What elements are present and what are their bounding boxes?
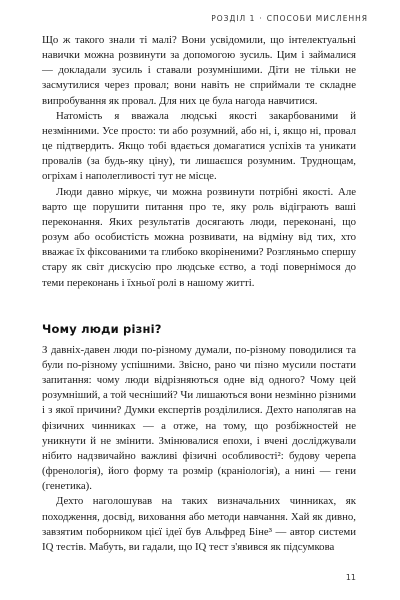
paragraph: З давніх-давен люди по-різному думали, по-різному поводилися та були по-різному успішними. Звісно, рано чи пізно мусили постати запитання: чому люди відрізняються одне від одного? Чому цей розумніший, а той чесніший? Чи лишаються вони незмінно різними і з якої причини? Думки експертів розділилися. Дехто наполягав на фізичних чинниках — а отже, на тому, що розбіжностей не уникнути й не змінити. Змінювалися епохи, і вчені досліджували нібито надзвичайно важливі фізичні особливості²: будову черепа (френологія), його форму та розмір (краніологія), а нині — гени (генетика). <box>42 343 356 493</box>
body-text <box>42 33 356 555</box>
chapter-label: РОЗДІЛ 1 <box>211 14 256 23</box>
paragraph: Дехто наголошував на таких визначальних чинниках, як походження, досвід, виховання або методи навчання. Хай як дивно, завзятим поборником цієї ідеї був Альфред Біне³ — автор системи IQ тестів. Мабуть, ви гадали, що IQ тест з'явився як підсумкова <box>42 495 356 553</box>
section-heading: Чому люди різні? <box>42 321 162 336</box>
paragraph: Натомість я вважала людські якості закарбованими й незмінними. Усе просто: ти або розумний, або ні, і, якщо ні, провал це підтвердить. Якщо тобі вдається домагатися успіхів та уникати провалів (за будь-яку ціну), ти лишаєшся розумним. Труднощам, огріхам і наполегливості тут не місце. <box>42 109 356 183</box>
paragraph: Люди давно міркує, чи можна розвинути потрібні якості. Але варто ще порушити питання про те, яку роль відіграють ваші переконання. Яких результатів досягають люди, переконані, що розум або особистість можна розвивати, на відміну від тих, хто вважає їх фіксованими та глибоко вкоріненими? Розгляньмо спершу стару як світ дискусію про людське єство, а тоді повернімося до теми переконань і їхньої ролі в нашому житті. <box>42 185 356 289</box>
running-head <box>211 14 368 23</box>
chapter-title: СПОСОБИ МИСЛЕННЯ <box>266 14 368 23</box>
header-separator: · <box>259 14 263 23</box>
paragraph: Що ж такого знали ті малі? Вони усвідомили, що інтелектуальні навички можна розвинути за допомогою зусиль. Цим і займалися — докладали зусиль і ставали розумнішими. Діти не тільки не засмутилися через провал; вони навіть не сприймали те складне випробування як провал. Для них це була нагода навчитися. <box>42 34 356 107</box>
page-number: 11 <box>345 573 356 582</box>
